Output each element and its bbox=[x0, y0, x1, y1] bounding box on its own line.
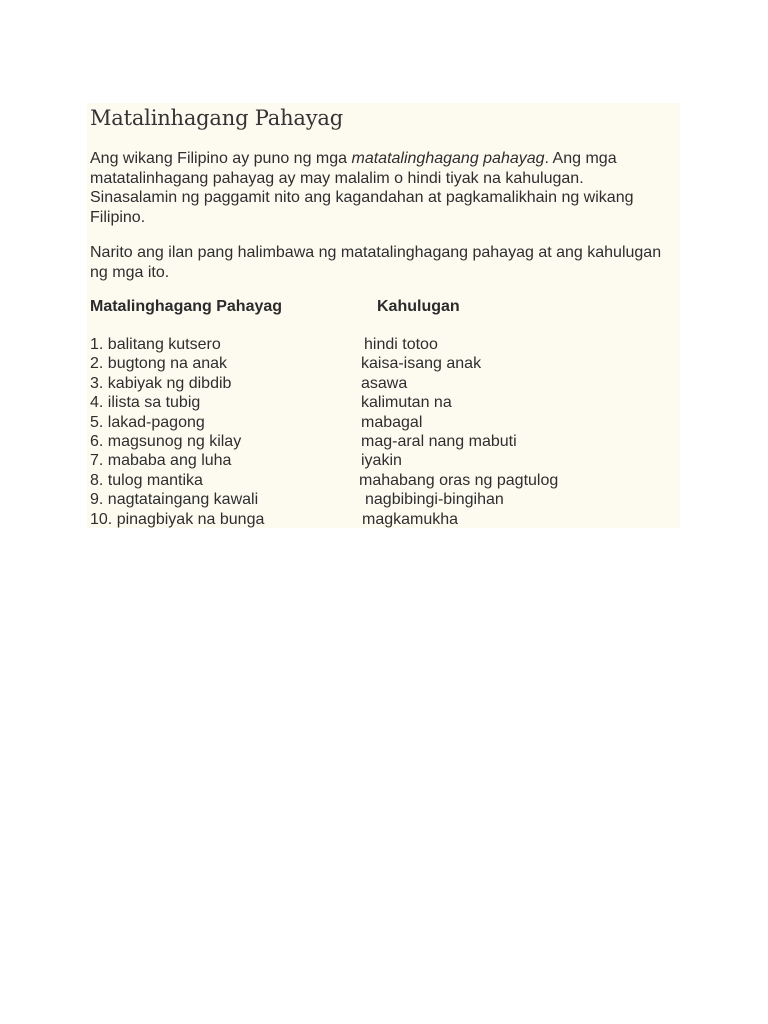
examples-intro-paragraph bbox=[90, 243, 678, 282]
list-item bbox=[90, 432, 678, 451]
list-item bbox=[90, 374, 678, 393]
expression-term: 4. ilista sa tubig bbox=[90, 394, 201, 412]
expression-meaning: kaisa-isang anak bbox=[361, 355, 482, 373]
expression-meaning: hindi totoo bbox=[364, 336, 438, 353]
list-item bbox=[90, 490, 678, 509]
expression-term: 2. bugtong na anak bbox=[90, 355, 228, 373]
expression-meaning: asawa bbox=[361, 374, 408, 392]
examples-intro-line-1: Narito ang ilan pang halimbawa ng matatalinghagang pahayag at ang kahulugan bbox=[90, 244, 662, 261]
expression-term: 5. lakad-pagong bbox=[90, 413, 205, 431]
expression-meaning: kalimutan na bbox=[361, 394, 452, 412]
intro-text-end: . Ang mga bbox=[544, 150, 617, 167]
intro-line-2: matatalinhagang pahayag ay may malalim o hindi tiyak na kahulugan. bbox=[90, 169, 584, 187]
list-item bbox=[90, 413, 678, 432]
expression-term: 3. kabiyak ng dibdib bbox=[90, 374, 232, 392]
column-header-expression: Matalinghagang Pahayag bbox=[90, 298, 283, 315]
intro-text-start: Ang wikang Filipino ay puno ng mga bbox=[90, 150, 352, 167]
document-card bbox=[87, 103, 680, 528]
expression-term: 9. nagtataingang kawali bbox=[90, 491, 259, 509]
intro-paragraph bbox=[90, 149, 678, 227]
expression-term: 1. balitang kutsero bbox=[90, 336, 221, 353]
expression-meaning: mahabang oras ng pagtulog bbox=[359, 471, 559, 489]
list-item bbox=[90, 451, 678, 470]
list-item bbox=[90, 393, 678, 412]
expression-meaning: iyakin bbox=[361, 452, 402, 470]
list-item bbox=[90, 471, 678, 490]
expression-meaning: mabagal bbox=[361, 413, 423, 431]
list-item bbox=[90, 510, 678, 529]
intro-italic-term: matatalinghagang pahayag bbox=[351, 150, 545, 167]
expression-meaning: nagbibingi-bingihan bbox=[365, 491, 504, 509]
expression-list bbox=[90, 335, 678, 529]
column-header-meaning: Kahulugan bbox=[377, 298, 460, 315]
expression-term: 6. magsunog ng kilay bbox=[90, 432, 242, 450]
intro-line-4: Filipino. bbox=[90, 208, 146, 226]
expression-term: 10. pinagbiyak na bunga bbox=[90, 510, 265, 528]
intro-line-3: Sinasalamin ng paggamit nito ang kagandahan at pagkamalikhain ng wikang bbox=[90, 189, 634, 206]
document-title: Matalinhagang Pahayag bbox=[90, 106, 343, 130]
list-item bbox=[90, 354, 678, 373]
expression-term: 8. tulog mantika bbox=[90, 471, 203, 489]
list-item bbox=[90, 335, 678, 354]
expression-meaning: mag-aral nang mabuti bbox=[361, 432, 517, 450]
examples-intro-line-2: ng mga ito. bbox=[90, 263, 170, 281]
expression-term: 7. mababa ang luha bbox=[90, 452, 232, 470]
expression-meaning: magkamukha bbox=[362, 510, 459, 528]
